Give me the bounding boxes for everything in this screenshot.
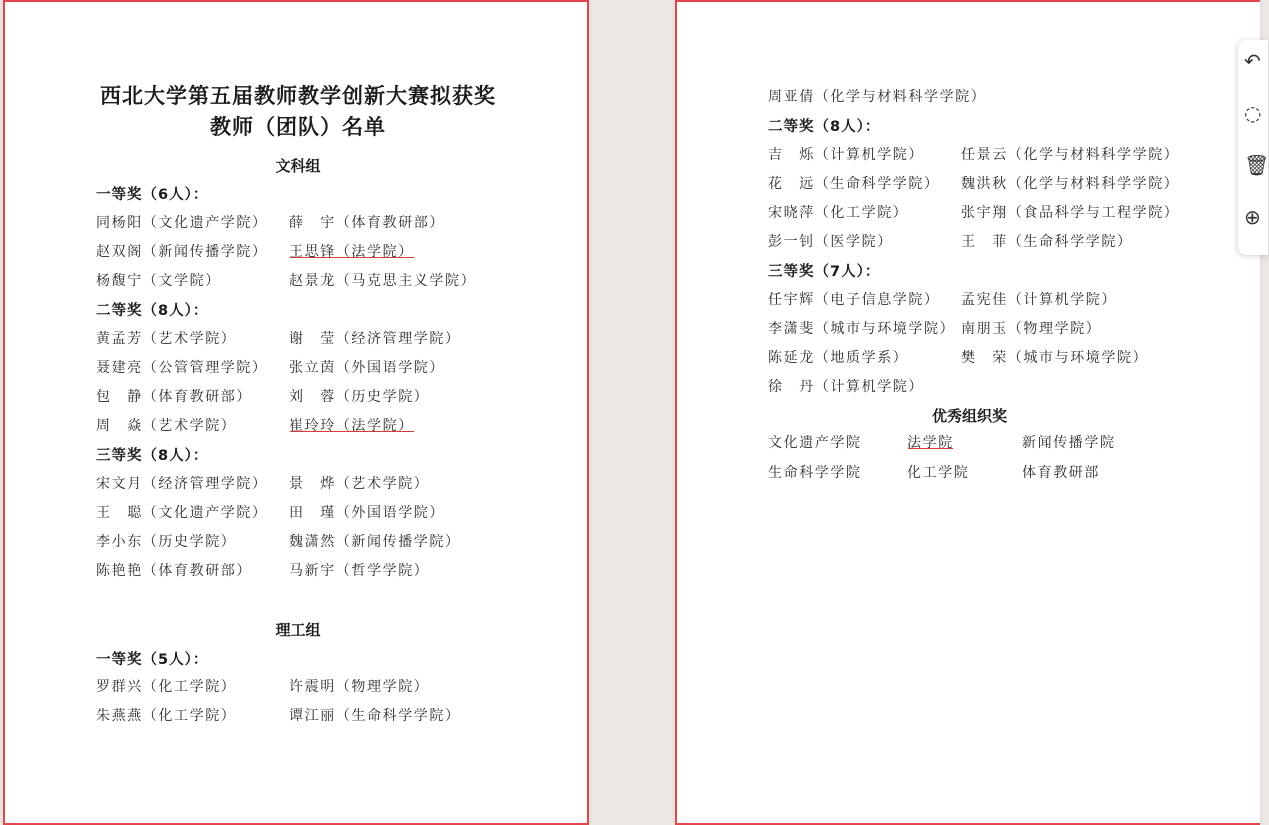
- org-award-heading: 优秀组织奖: [931, 407, 1007, 425]
- prize-label-second: 二等奖（8人）：: [768, 119, 881, 135]
- winner-entry: 谭江丽（生命科学学院）: [289, 708, 461, 724]
- winner-entry: 李潇斐（城市与环境学院）: [768, 321, 956, 337]
- winner-entry: 聂建亮（公管管理学院）: [96, 360, 268, 376]
- winner-entry: 张立茵（外国语学院）: [289, 360, 445, 376]
- winner-entry: 田 瑾（外国语学院）: [289, 505, 445, 521]
- winner-entry: 孟宪佳（计算机学院）: [961, 292, 1117, 308]
- org-award-entry: 化工学院: [907, 465, 970, 481]
- winner-entry: 黄孟芳（艺术学院）: [96, 331, 237, 347]
- undo-icon[interactable]: ↶: [1244, 49, 1261, 73]
- winner-entry: 刘 蓉（历史学院）: [289, 389, 430, 405]
- winner-entry: 宋文月（经济管理学院）: [96, 476, 268, 492]
- winner-entry: 王 聪（文化遗产学院）: [96, 505, 268, 521]
- org-award-entry: 体育教研部: [1022, 465, 1100, 481]
- org-award-entry-highlighted: 法学院: [907, 435, 954, 451]
- winner-entry: 徐 丹（计算机学院）: [768, 379, 924, 395]
- prize-label-second: 二等奖（8人）：: [96, 303, 209, 319]
- winner-entry: 赵景龙（马克思主义学院）: [289, 273, 477, 289]
- winner-entry: 陈艳艳（体育教研部）: [96, 563, 252, 579]
- prize-label-first: 一等奖（6人）：: [96, 187, 209, 203]
- winner-entry: 张宇翔（食品科学与工程学院）: [961, 205, 1180, 221]
- org-award-entry: 文化遗产学院: [768, 435, 862, 451]
- winner-entry: 许震明（物理学院）: [289, 679, 430, 695]
- org-award-entry: 生命科学学院: [768, 465, 862, 481]
- prize-label-third: 三等奖（7人）：: [768, 264, 881, 280]
- winner-entry: 赵双阁（新闻传播学院）: [96, 244, 268, 260]
- winner-entry: 包 静（体育教研部）: [96, 389, 252, 405]
- winner-entry: 魏洪秋（化学与材料科学学院）: [961, 176, 1180, 192]
- winner-entry-highlighted: 崔玲玲（法学院）: [289, 418, 414, 434]
- winner-entry: 陈延龙（地质学系）: [768, 350, 909, 366]
- annotation-underline: [290, 431, 414, 432]
- winner-entry: 景 烨（艺术学院）: [289, 476, 430, 492]
- annotation-toolbar: [1238, 40, 1268, 255]
- winner-entry: 马新宇（哲学学院）: [289, 563, 430, 579]
- winner-entry: 薛 宇（体育教研部）: [289, 215, 445, 231]
- winner-entry: 任景云（化学与材料科学学院）: [961, 147, 1180, 163]
- org-award-entry: 新闻传播学院: [1022, 435, 1116, 451]
- winner-entry: 任宇辉（电子信息学院）: [768, 292, 940, 308]
- winner-entry: 花 远（生命科学学院）: [768, 176, 940, 192]
- winner-entry: 同杨阳（文化遗产学院）: [96, 215, 268, 231]
- doc-title-line1: 西北大学第五届教师教学创新大赛拟获奖: [100, 84, 496, 108]
- winner-entry: 谢 莹（经济管理学院）: [289, 331, 461, 347]
- winner-entry: 周 焱（艺术学院）: [96, 418, 237, 434]
- winner-entry: 樊 荣（城市与环境学院）: [961, 350, 1149, 366]
- annotation-underline: [290, 257, 414, 258]
- document-page-right[interactable]: [675, 0, 1260, 825]
- lasso-select-icon[interactable]: ◌: [1244, 101, 1262, 125]
- liberal-arts-heading: 文科组: [275, 157, 321, 175]
- winner-entry: 南朋玉（物理学院）: [961, 321, 1102, 337]
- document-page-left[interactable]: [3, 0, 589, 825]
- winner-entry: 杨馥宁（文学院）: [96, 273, 221, 289]
- winner-entry: 周亚倩（化学与材料科学学院）: [768, 89, 987, 105]
- winner-entry: 彭一钊（医学院）: [768, 234, 893, 250]
- annotation-underline: [908, 448, 953, 449]
- add-icon[interactable]: ⊕: [1244, 205, 1261, 229]
- doc-title-line2: 教师（团队）名单: [210, 115, 386, 139]
- winner-entry: 宋晓萍（化工学院）: [768, 205, 909, 221]
- winner-entry-highlighted: 王思锋（法学院）: [289, 244, 414, 260]
- prize-label-third: 三等奖（8人）：: [96, 448, 209, 464]
- winner-entry: 罗群兴（化工学院）: [96, 679, 237, 695]
- science-eng-heading: 理工组: [275, 621, 321, 639]
- winner-entry: 王 菲（生命科学学院）: [961, 234, 1133, 250]
- winner-entry: 魏潇然（新闻传播学院）: [289, 534, 461, 550]
- winner-entry: 李小东（历史学院）: [96, 534, 237, 550]
- winner-entry: 朱燕燕（化工学院）: [96, 708, 237, 724]
- trash-icon[interactable]: 🗑: [1244, 153, 1269, 177]
- winner-entry: 吉 烁（计算机学院）: [768, 147, 924, 163]
- prize-label-first: 一等奖（5人）：: [96, 652, 209, 668]
